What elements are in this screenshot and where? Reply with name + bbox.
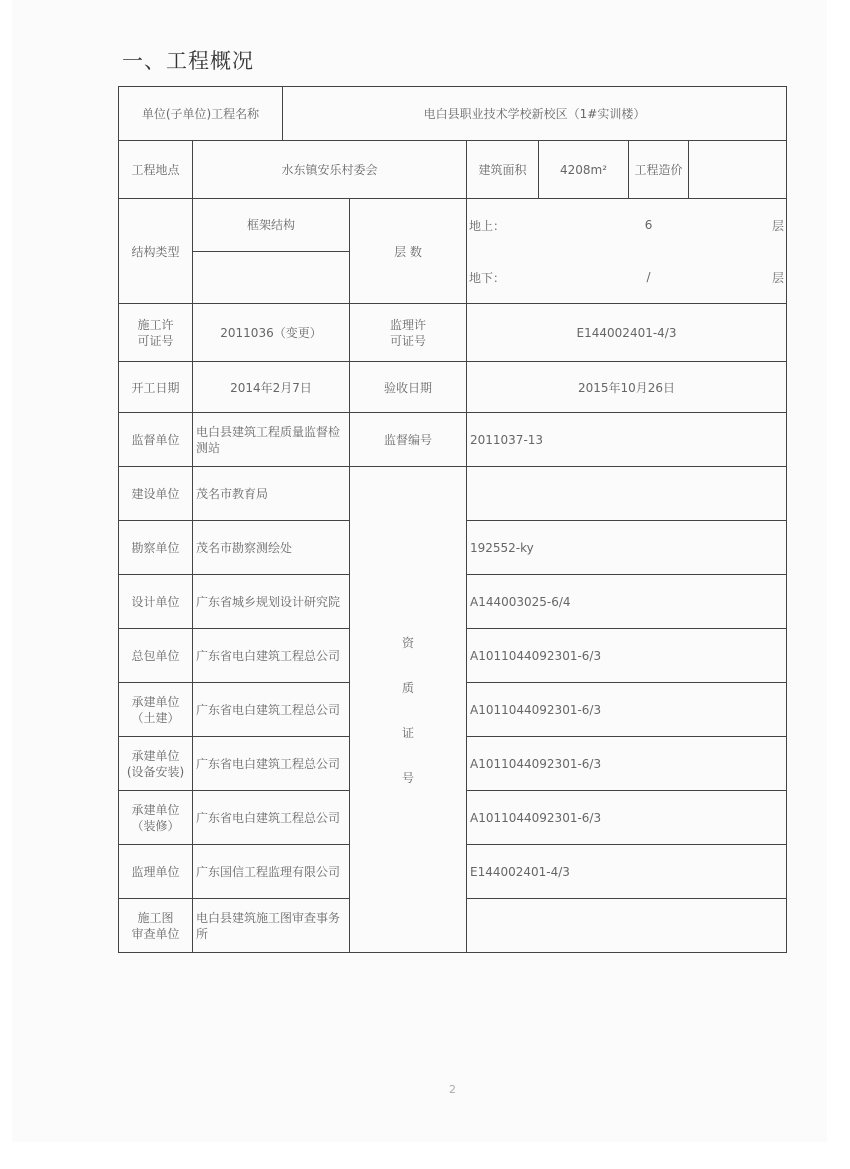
qualification-char: 号 — [401, 770, 414, 785]
party-cert: E144002401-4/3 — [467, 845, 787, 899]
supervision-permit-value: E144002401-4/3 — [467, 304, 787, 362]
below-ground-row — [467, 251, 786, 303]
party-label: 监理单位 — [119, 845, 193, 899]
project-name-value: 电白县职业技术学校新校区（1#实训楼） — [283, 87, 787, 141]
above-ground-value: 6 — [644, 218, 653, 232]
party-name: 广东省电白建筑工程总公司 — [193, 629, 350, 683]
table-row — [119, 304, 787, 362]
floors-label: 层 数 — [350, 199, 467, 304]
party-cert: 192552-ky — [467, 521, 787, 575]
below-ground-label: 地下： — [469, 270, 506, 285]
below-ground-unit: 层 — [772, 270, 785, 285]
above-ground-row — [467, 199, 786, 251]
table-row — [119, 413, 787, 467]
party-name: 茂名市教育局 — [193, 467, 350, 521]
permit-label: 施工许 可证号 — [119, 304, 193, 362]
monitor-unit-value: 电白县建筑工程质量监督检测站 — [193, 413, 350, 467]
party-name: 茂名市勘察测绘处 — [193, 521, 350, 575]
acceptance-date-value: 2015年10月26日 — [467, 362, 787, 413]
acceptance-date-label: 验收日期 — [350, 362, 467, 413]
below-ground-value: / — [646, 270, 651, 284]
qualification-char: 证 — [401, 725, 414, 740]
party-label: 承建单位 （装修） — [119, 791, 193, 845]
location-value: 水东镇安乐村委会 — [193, 141, 467, 199]
party-name: 广东国信工程监理有限公司 — [193, 845, 350, 899]
party-label: 勘察单位 — [119, 521, 193, 575]
cost-label: 工程造价 — [629, 141, 689, 199]
area-label: 建筑面积 — [467, 141, 539, 199]
start-date-value: 2014年2月7日 — [193, 362, 350, 413]
party-name: 广东省电白建筑工程总公司 — [193, 683, 350, 737]
party-cert: A1011044092301-6/3 — [467, 683, 787, 737]
table-row — [119, 87, 787, 141]
start-date-label: 开工日期 — [119, 362, 193, 413]
structure-value: 框架结构 — [193, 199, 350, 252]
party-label: 承建单位 (设备安装) — [119, 737, 193, 791]
project-name-label: 单位(子单位)工程名称 — [119, 87, 283, 141]
structure-value-blank — [193, 251, 350, 304]
party-row — [119, 467, 787, 521]
party-name: 广东省电白建筑工程总公司 — [193, 791, 350, 845]
party-name: 广东省城乡规划设计研究院 — [193, 575, 350, 629]
monitor-unit-label: 监督单位 — [119, 413, 193, 467]
party-label: 设计单位 — [119, 575, 193, 629]
party-label: 总包单位 — [119, 629, 193, 683]
above-ground-label: 地上： — [469, 218, 506, 233]
party-label: 施工图 审查单位 — [119, 899, 193, 953]
party-name: 广东省电白建筑工程总公司 — [193, 737, 350, 791]
party-cert: A1011044092301-6/3 — [467, 737, 787, 791]
section-title: 一、工程概况 — [122, 49, 254, 73]
party-cert — [467, 467, 787, 521]
floors-cell — [467, 199, 787, 304]
table-row — [119, 362, 787, 413]
supervision-permit-label: 监理许 可证号 — [350, 304, 467, 362]
party-label: 建设单位 — [119, 467, 193, 521]
monitor-number-value: 2011037-13 — [467, 413, 787, 467]
party-cert: A144003025-6/4 — [467, 575, 787, 629]
party-cert: A1011044092301-6/3 — [467, 791, 787, 845]
permit-value: 2011036（变更） — [193, 304, 350, 362]
area-value: 4208m² — [539, 141, 629, 199]
location-label: 工程地点 — [119, 141, 193, 199]
table-row — [119, 141, 787, 199]
qualification-cert-label — [350, 467, 467, 953]
cost-value — [689, 141, 787, 199]
qualification-char: 资 — [401, 635, 414, 650]
party-cert — [467, 899, 787, 953]
monitor-number-label: 监督编号 — [350, 413, 467, 467]
above-ground-unit: 层 — [772, 218, 785, 233]
party-cert: A1011044092301-6/3 — [467, 629, 787, 683]
party-name: 电白县建筑施工图审查事务所 — [193, 899, 350, 953]
project-overview-table — [118, 86, 787, 953]
table-row — [119, 199, 787, 252]
party-label: 承建单位 （土建） — [119, 683, 193, 737]
structure-label: 结构类型 — [119, 199, 193, 304]
qualification-char: 质 — [401, 680, 414, 695]
page-number: 2 — [449, 1083, 456, 1096]
